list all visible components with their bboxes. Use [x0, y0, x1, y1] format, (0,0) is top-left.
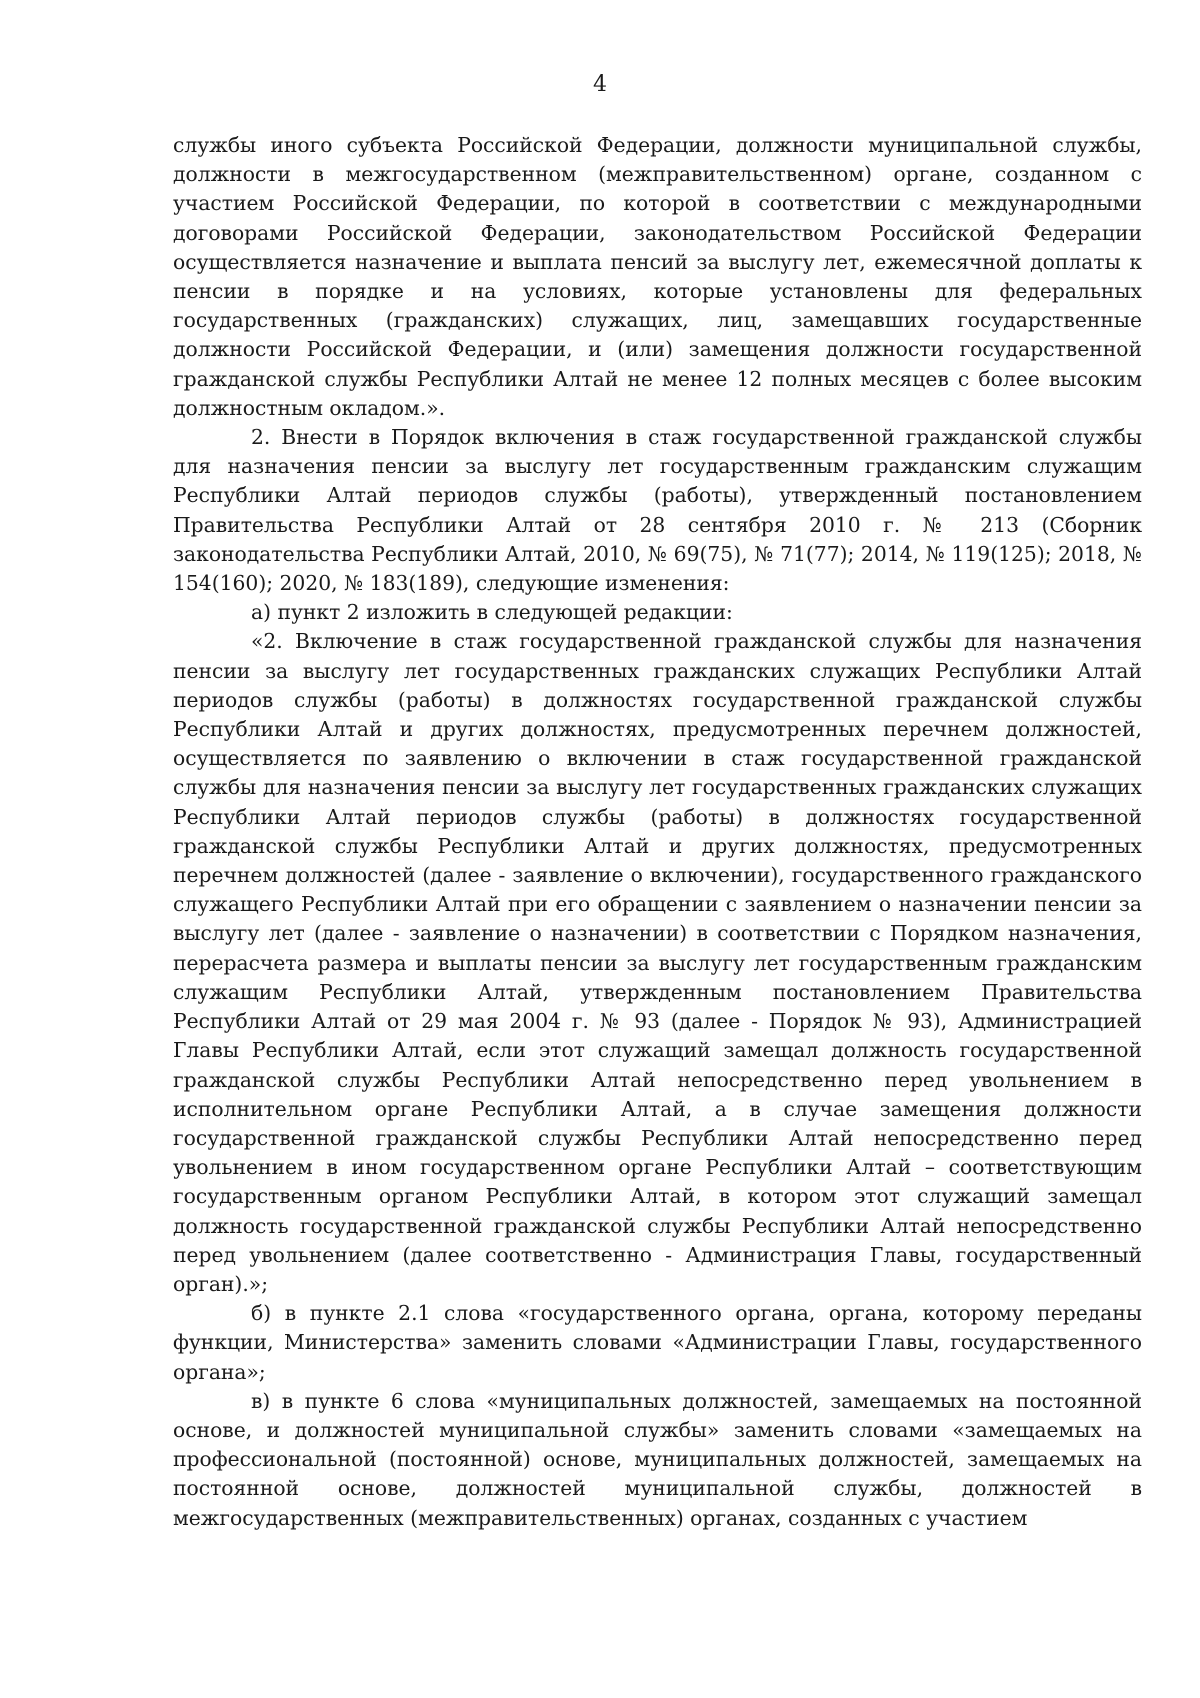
page-number: 4	[593, 72, 607, 97]
paragraph-quoted-point-2: «2. Включение в стаж государственной гражданской службы для назначения пенсии за выслугу лет государственных гражданских служащих Республики Алтай периодов службы (работы) в должностях государственной гражданской службы Республики Алтай и других должностях, предусмотренных перечнем должностей, осуществляется по заявлению о включении в стаж государственной гражданской службы для назначения пенсии за выслугу лет государственных гражданских служащих Республики Алтай периодов службы (работы) в должностях государственной гражданской службы Республики Алтай и других должностях, предусмотренных перечнем должностей (далее - заявление о включении), государственного гражданского служащего Республики Алтай при его обращении с заявлением о назначении пенсии за выслугу лет (далее - заявление о назначении) в соответствии с Порядком назначения, перерасчета размера и выплаты пенсии за выслугу лет государственным гражданским служащим Республики Алтай, утвержденным постановлением Правительства Республики Алтай от 29 мая 2004 г. № 93 (далее - Порядок № 93), Администрацией Главы Республики Алтай, если этот служащий замещал должность государственной гражданской службы Республики Алтай непосредственно перед увольнением в исполнительном органе Республики Алтай, а в случае замещения должности государственной гражданской службы Республики Алтай непосредственно перед увольнением в ином государственном органе Республики Алтай – соответствующим государственным органом Республики Алтай, в котором этот служащий замещал должность государственной гражданской службы Республики Алтай непосредственно перед увольнением (далее соответственно - Администрация Главы, государственный орган).»;	[173, 629, 1142, 1296]
paragraph-continuation: службы иного субъекта Российской Федерации, должности муниципальной службы, должности в межгосударственном (межправительственном) органе, созданном с участием Российской Федерации, по которой в соответствии с международными договорами Российской Федерации, законодательством Российской Федерации осуществляется назначение и выплата пенсий за выслугу лет, ежемесячной доплаты к пенсии в порядке и на условиях, которые установлены для федеральных государственных (гражданских) служащих, лиц, замещавших государственные должности Российской Федерации, и (или) замещения должности государственной гражданской службы Республики Алтай не менее 12 полных месяцев с более высоким должностным окладом.».	[173, 133, 1142, 420]
paragraph-subitem-a: а) пункт 2 изложить в следующей редакции:	[251, 600, 733, 625]
paragraph-item-2: 2. Внести в Порядок включения в стаж государственной гражданской службы для назначения пенсии за выслугу лет государственным гражданским служащим Республики Алтай периодов службы (работы), утвержденный постановлением Правительства Республики Алтай от 28 сентября 2010 г. № 213 (Сборник законодательства Республики Алтай, 2010, № 69(75), № 71(77); 2014, № 119(125); 2018, № 154(160); 2020, № 183(189), следующие изменения:	[173, 425, 1142, 596]
paragraph-subitem-v: в) в пункте 6 слова «муниципальных должностей, замещаемых на постоянной основе, и должностей муниципальной службы» заменить словами «замещаемых на профессиональной (постоянной) основе, муниципальных должностей, замещаемых на постоянной основе, должностей муниципальной службы, должностей в межгосударственных (межправительственных) органах, созданных с участием	[173, 1388, 1142, 1530]
document-body	[173, 131, 1142, 1533]
paragraph-subitem-b: б) в пункте 2.1 слова «государственного органа, органа, которому переданы функции, Министерства» заменить словами «Администрации Главы, государственного органа»;	[173, 1301, 1142, 1384]
